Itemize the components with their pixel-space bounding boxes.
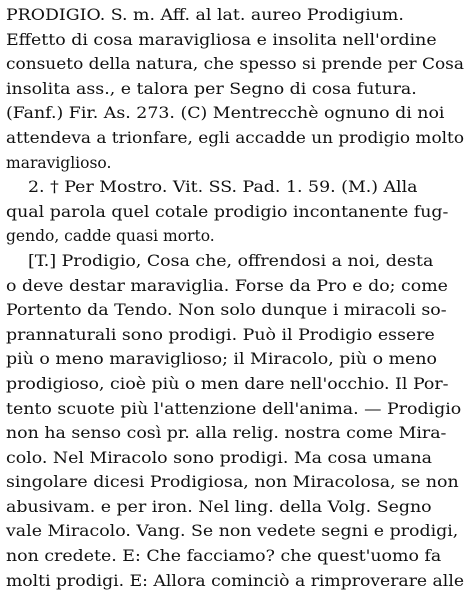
entry-line-7	[6, 151, 466, 176]
entry-line-13	[6, 298, 466, 323]
entry-line-14	[6, 323, 466, 348]
entry-text-15: più o meno maraviglioso; il Miracolo, più o meno	[6, 350, 437, 369]
entry-text-7: maraviglioso.	[6, 153, 112, 172]
entry-text-9: qual parola quel cotale prodigio incontanente fug-	[6, 202, 449, 221]
entry-line-19	[6, 446, 466, 471]
entry-line-21	[6, 495, 466, 520]
entry-line-9	[6, 200, 466, 225]
entry-line-4	[6, 77, 466, 102]
entry-line-8	[6, 175, 466, 200]
entry-line-10	[6, 224, 466, 249]
entry-text-19: colo. Nel Miracolo sono prodigi. Ma cosa umana	[6, 448, 432, 467]
entry-text-21: abusivam. e per iron. Nel ling. della Volg. Segno	[6, 497, 432, 516]
entry-text-17: tento scuote più l'attenzione dell'anima. — Prodigio	[6, 399, 462, 418]
entry-line-18	[6, 421, 466, 446]
entry-line-24	[6, 569, 466, 593]
entry-line-12	[6, 274, 466, 299]
entry-text-3: consueto della natura, che spesso si prende per Cosa	[6, 55, 464, 74]
entry-text-22: vale Miracolo. Vang. Se non vedete segni e prodigi,	[6, 522, 459, 541]
entry-text-1: PRODIGIO. S. m. Aff. al lat. aureo Prodigium.	[6, 6, 404, 24]
entry-line-11	[6, 249, 466, 274]
entry-line-17	[6, 397, 466, 422]
entry-text-4: insolita ass., e talora per Segno di cosa futura.	[6, 79, 417, 98]
entry-line-15	[6, 347, 466, 372]
entry-line-3	[6, 52, 466, 77]
entry-text-24: molti prodigi. E: Allora cominciò a rimproverare alle	[6, 571, 464, 590]
entry-line-22	[6, 519, 466, 544]
entry-text-5: (Fanf.) Fir. As. 273. (C) Mentrecchè ognuno di noi	[6, 104, 445, 123]
entry-line-5	[6, 101, 466, 126]
entry-text-11: [T.] Prodigio, Cosa che, offrendosi a noi, desta	[28, 251, 434, 270]
dictionary-entry	[6, 3, 466, 593]
entry-text-8: 2. † Per Mostro. Vit. SS. Pad. 1. 59. (M.) Alla	[28, 178, 418, 197]
entry-line-2	[6, 28, 466, 53]
entry-line-16	[6, 372, 466, 397]
entry-text-20: singolare dicesi Prodigiosa, non Miracolosa, se non	[6, 473, 459, 492]
entry-text-10: gendo, cadde quasi morto.	[6, 227, 215, 246]
entry-line-20	[6, 470, 466, 495]
entry-text-6: attendeva a trionfare, egli accadde un prodigio molto	[6, 128, 464, 147]
entry-line-1	[6, 3, 466, 28]
entry-line-6	[6, 126, 466, 151]
entry-text-23: non credete. E: Che facciamo? che quest'uomo fa	[6, 547, 442, 566]
entry-text-18: non ha senso così pr. alla relig. nostra come Mira-	[6, 424, 447, 443]
entry-text-16: prodigioso, cioè più o men dare nell'occhio. Il Por-	[6, 374, 449, 393]
entry-text-12: o deve destar maraviglia. Forse da Pro e do; come	[6, 276, 448, 295]
entry-text-2: Effetto di cosa maravigliosa e insolita nell'ordine	[6, 30, 437, 49]
entry-text-14: prannaturali sono prodigi. Può il Prodigio essere	[6, 325, 435, 344]
entry-line-23	[6, 544, 466, 569]
entry-text-13: Portento da Tendo. Non solo dunque i miracoli so-	[6, 301, 447, 320]
